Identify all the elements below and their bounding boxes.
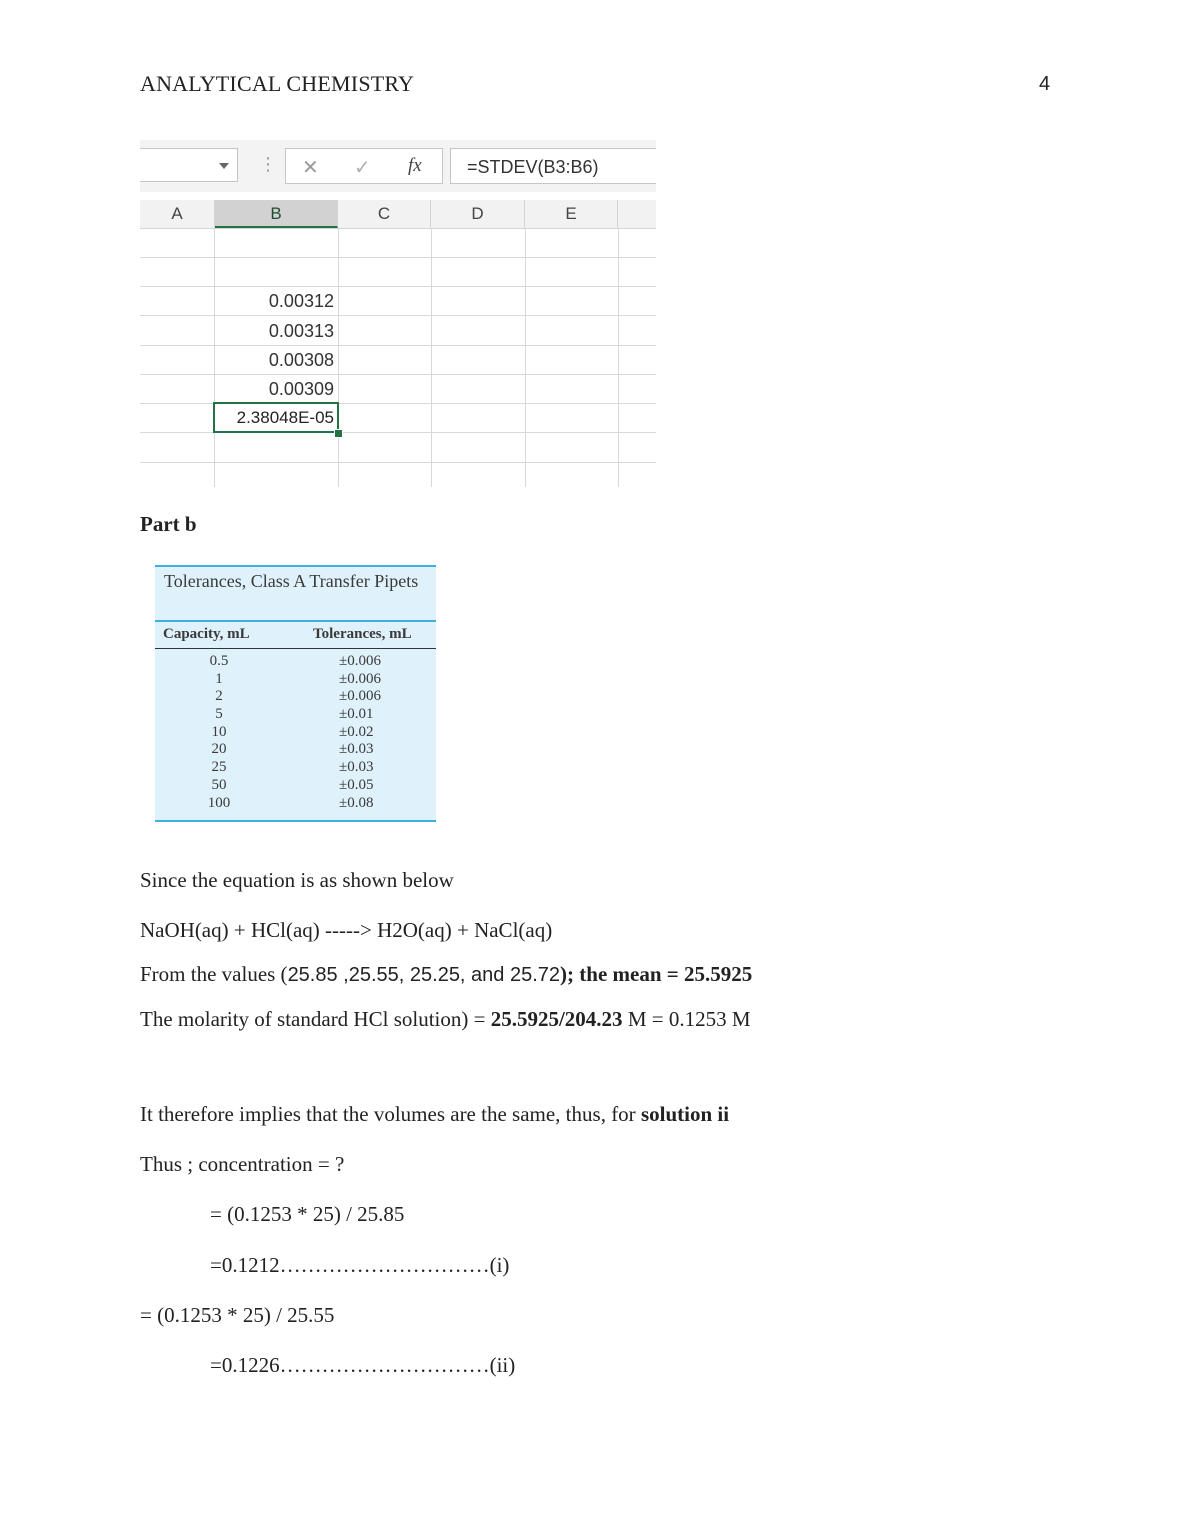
intro-sentence: Since the equation is as shown below <box>140 868 454 892</box>
spreadsheet-screenshot <box>140 140 656 487</box>
column-header-e[interactable]: E <box>525 200 618 228</box>
result-2: =0.1226…………………………(ii) <box>210 1353 516 1377</box>
table-row <box>155 724 436 742</box>
calculation-1: = (0.1253 * 25) / 25.85 <box>210 1202 405 1226</box>
table-row <box>155 741 436 759</box>
grid-row <box>140 434 656 463</box>
table-row <box>155 759 436 777</box>
concentration-question: Thus ; concentration = ? <box>140 1152 345 1176</box>
table-row <box>155 706 436 724</box>
tolerance-cell: ±0.03 <box>339 759 374 776</box>
grid-line <box>431 228 432 487</box>
tolerance-cell: ±0.02 <box>339 723 374 740</box>
table-row <box>155 688 436 706</box>
header-capacity: Capacity, mL <box>163 626 250 642</box>
table-divider <box>155 620 436 622</box>
calculation-2: = (0.1253 * 25) / 25.55 <box>140 1303 335 1327</box>
vertical-dots-icon: ⋮ <box>259 154 277 174</box>
cancel-icon[interactable]: ✕ <box>302 157 319 179</box>
titration-values: 25.85 ,25.55, 25.25, and 25.72 <box>287 964 561 986</box>
enter-check-icon[interactable]: ✓ <box>354 157 371 179</box>
mean-sentence <box>140 962 752 987</box>
table-body <box>155 653 436 812</box>
solution-label: solution ii <box>640 1102 730 1126</box>
part-b-heading: Part b <box>140 512 197 536</box>
tolerance-cell: ±0.006 <box>339 670 381 687</box>
table-title: Tolerances, Class A Transfer Pipets <box>164 571 419 591</box>
grid-line <box>525 228 526 487</box>
tolerance-cell: ±0.05 <box>339 776 374 793</box>
reaction-equation: NaOH(aq) + HCl(aq) -----> H2O(aq) + NaCl(aq) <box>140 918 553 942</box>
column-header-c[interactable]: C <box>338 200 431 228</box>
capacity-cell: 25 <box>211 759 227 776</box>
molarity-sentence <box>140 1007 751 1032</box>
table-row <box>155 777 436 795</box>
implication-prefix: It therefore implies that the volumes are the same, thus, for <box>140 1102 641 1126</box>
tolerance-cell: ±0.01 <box>339 706 374 723</box>
table-row <box>155 653 436 671</box>
table-row <box>155 671 436 689</box>
capacity-cell: 0.5 <box>209 653 229 669</box>
column-header-b[interactable]: B <box>215 200 338 228</box>
formula-input[interactable]: =STDEV(B3:B6) <box>450 148 656 184</box>
header-tolerances: Tolerances, mL <box>313 626 412 642</box>
grid-row <box>140 258 656 287</box>
dropdown-arrow-icon[interactable] <box>219 163 229 169</box>
capacity-cell: 20 <box>211 741 227 758</box>
page-number: 4 <box>1039 73 1051 95</box>
formula-buttons <box>285 148 443 184</box>
cell-b6[interactable]: 0.00309 <box>268 379 334 399</box>
capacity-cell: 1 <box>215 670 223 687</box>
grid-line <box>618 228 619 487</box>
grid-row <box>140 229 656 258</box>
tolerance-cell: ±0.006 <box>339 688 381 705</box>
cell-b3[interactable]: 0.00312 <box>268 291 334 311</box>
running-header-title: ANALYTICAL CHEMISTRY <box>140 71 415 96</box>
capacity-cell: 5 <box>215 706 223 723</box>
column-headers <box>140 200 656 229</box>
capacity-cell: 2 <box>215 688 223 705</box>
mean-prefix: From the values ( <box>140 962 288 986</box>
active-cell-b7[interactable]: 2.38048E-05 <box>213 402 339 433</box>
cell-b5[interactable]: 0.00308 <box>268 350 334 370</box>
grid-line <box>338 228 339 487</box>
molarity-ratio: 25.5925/204.23 <box>490 1007 623 1031</box>
column-header-d[interactable]: D <box>431 200 525 228</box>
insert-function-icon[interactable]: fx <box>408 155 422 176</box>
grid-row <box>140 463 656 487</box>
capacity-cell: 50 <box>211 776 227 793</box>
capacity-cell: 10 <box>211 723 227 740</box>
table-row <box>155 795 436 813</box>
tolerance-cell: ±0.08 <box>339 794 374 811</box>
tolerance-cell: ±0.03 <box>339 741 374 758</box>
capacity-cell: 100 <box>207 794 231 811</box>
fill-handle[interactable] <box>334 429 343 438</box>
tolerance-table <box>155 565 436 822</box>
column-header-a[interactable]: A <box>140 200 215 228</box>
cell-b4[interactable]: 0.00313 <box>268 321 334 341</box>
name-box[interactable] <box>140 148 238 182</box>
molarity-result: M = 0.1253 M <box>622 1007 751 1031</box>
tolerance-cell: ±0.006 <box>339 653 381 669</box>
formula-bar <box>140 140 656 192</box>
mean-result: ); the mean = 25.5925 <box>560 962 753 986</box>
implication-sentence <box>140 1102 729 1127</box>
table-divider <box>155 648 436 649</box>
result-1: =0.1212…………………………(i) <box>210 1253 510 1277</box>
molarity-prefix: The molarity of standard HCl solution) = <box>140 1007 491 1031</box>
